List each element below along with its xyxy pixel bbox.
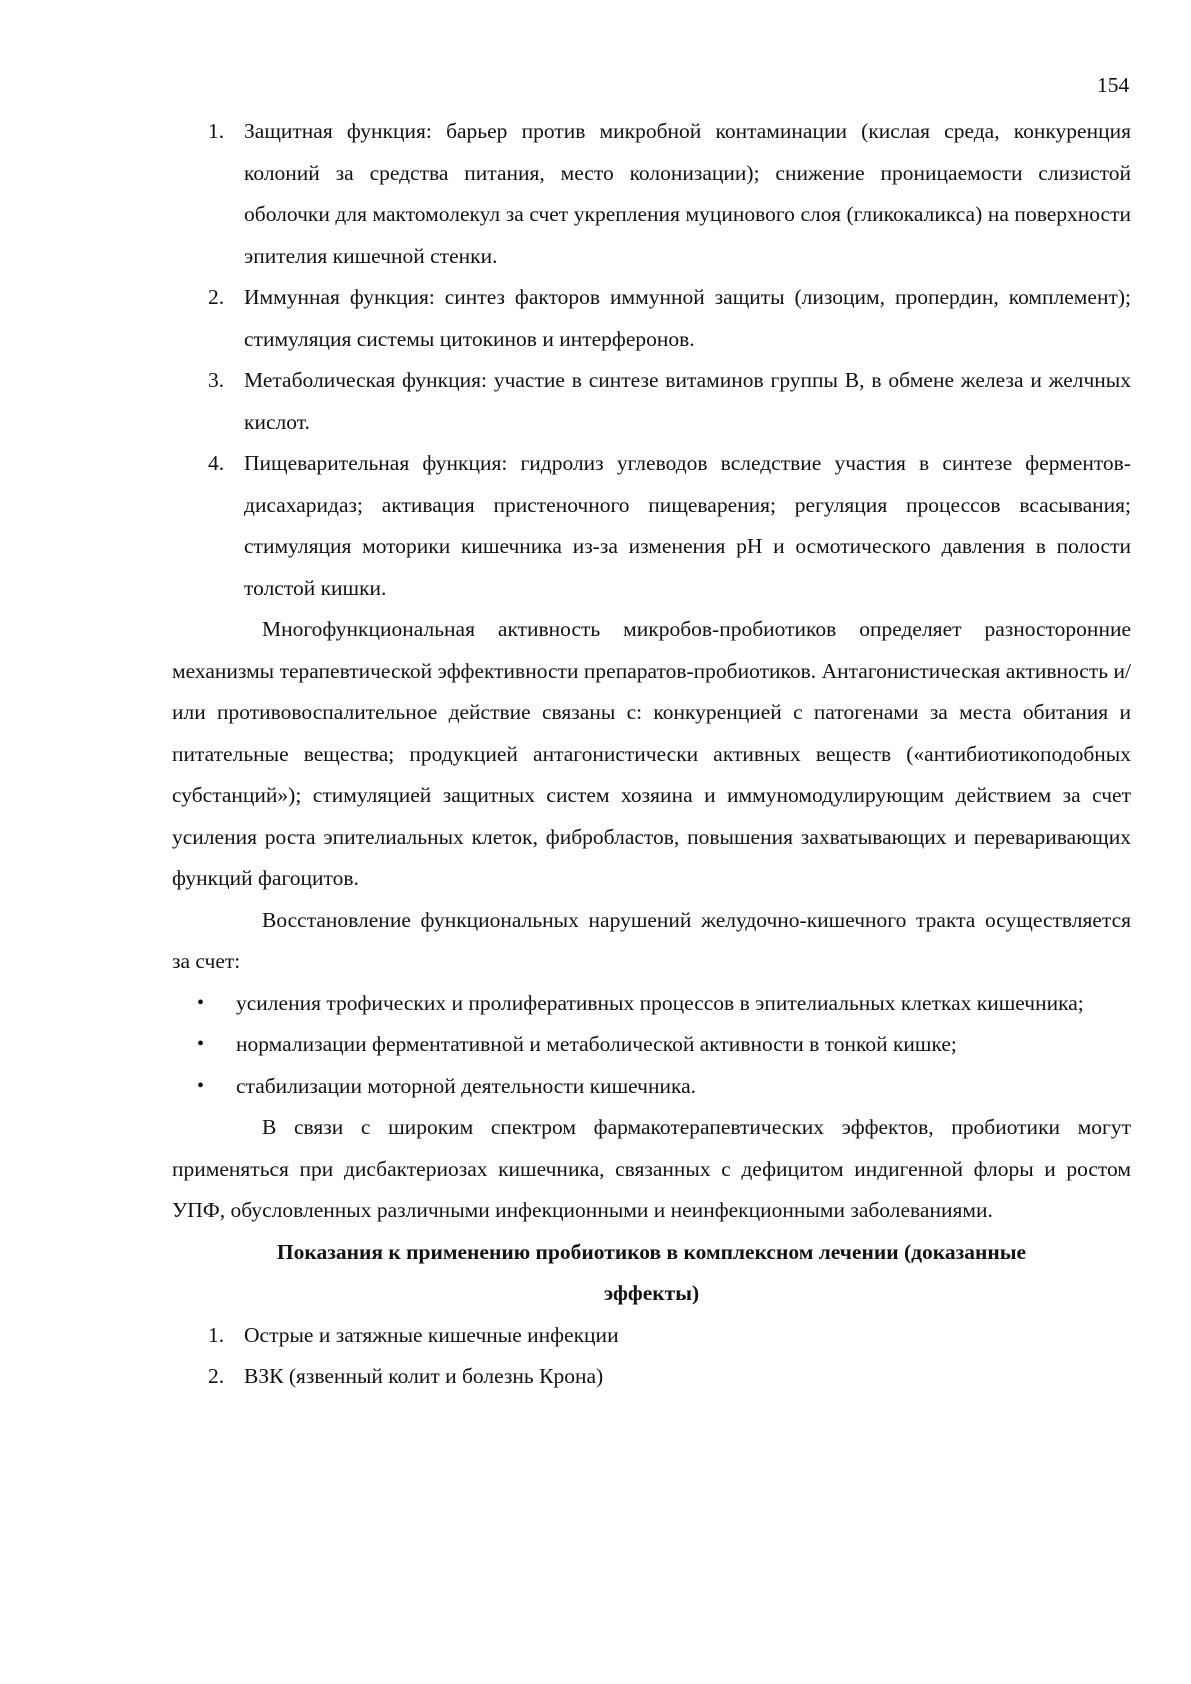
- page-number: 154: [1097, 73, 1130, 97]
- list-item: [172, 1315, 1131, 1357]
- bullet-icon: •: [197, 1074, 205, 1097]
- bullet-text: усиления трофических и пролиферативных процессов в эпителиальных клетках кишечника;: [236, 990, 1084, 1015]
- list-item: [172, 360, 1131, 443]
- list-item-text: Метаболическая функция: участие в синтезе витаминов группы В, в обмене железа и желчных кислот.: [244, 368, 1131, 434]
- list-item-text: Защитная функция: барьер против микробной контаминации (кислая среда, конкуренция колоний за средства питания, место колонизации); снижение проницаемости слизистой оболочки для мактомолекул за счет укрепления муцинового слоя (гликокаликса) на поверхности эпителия кишечной стенки.: [244, 119, 1131, 268]
- list-item: [172, 1356, 1131, 1398]
- paragraph-spectrum: В связи с широким спектром фармакотерапевтических эффектов, пробиотики могут применяться при дисбактериозах кишечника, связанных с дефицитом индигенной флоры и ростом УПФ, обусловленных различными инфекционными и неинфекционными заболеваниями.: [172, 1115, 1131, 1222]
- indications-list: [172, 1315, 1131, 1398]
- bullet-item: [172, 1024, 1131, 1066]
- bullet-item: [172, 983, 1131, 1025]
- bullet-list: [172, 983, 1131, 1108]
- bullet-text: стабилизации моторной деятельности кишечника.: [236, 1073, 697, 1098]
- list-marker: 4.: [208, 451, 225, 475]
- list-item-text: Острые и затяжные кишечные инфекции: [244, 1322, 619, 1347]
- functions-list: [172, 111, 1131, 609]
- list-marker: 1.: [208, 1322, 225, 1347]
- list-marker: 3.: [208, 368, 225, 392]
- list-marker: 1.: [208, 119, 225, 143]
- list-marker: 2.: [208, 285, 225, 309]
- bullet-item: [172, 1066, 1131, 1108]
- list-item-text: Иммунная функция: синтез факторов иммунной защиты (лизоцим, пропердин, комплемент); стимуляция системы цитокинов и интерферонов.: [244, 285, 1131, 351]
- paragraph-restoration: Восстановление функциональных нарушений желудочно-кишечного тракта осуществляется за счет:: [172, 907, 1131, 973]
- bullet-text: нормализации ферментативной и метаболической активности в тонкой кишке;: [236, 1032, 957, 1056]
- list-marker: 2.: [208, 1364, 225, 1388]
- list-item: [172, 443, 1131, 609]
- section-heading: Показания к применению пробиотиков в комплексном лечении (доказанные эффекты): [276, 1239, 1027, 1305]
- paragraph-activity: Многофункциональная активность микробов-пробиотиков определяет разносторонние механизмы терапевтической эффективности препаратов-пробиотиков. Антагонистическая активность и/или противовоспалительное действие связаны с: конкуренцией с патогенами за места обитания и питательные вещества; продукцией антагонистически активных веществ («антибиотикоподобных субстанций»); стимуляцией защитных систем хозяина и иммуномодулирующим действием за счет усиления роста эпителиальных клеток, фибробластов, повышения захватывающих и переваривающих функций фагоцитов.: [172, 617, 1131, 890]
- bullet-icon: •: [197, 1033, 205, 1055]
- list-item-text: ВЗК (язвенный колит и болезнь Крона): [244, 1364, 604, 1388]
- bullet-icon: •: [197, 991, 205, 1014]
- list-item-text: Пищеварительная функция: гидролиз углеводов вследствие участия в синтезе ферментов-дисахаридаз; активация пристеночного пищеварения; регуляция процессов всасывания; стимуляция моторики кишечника из-за изменения pH и осмотического давления в полости толстой кишки.: [244, 451, 1131, 600]
- list-item: [172, 277, 1131, 360]
- list-item: [172, 111, 1131, 277]
- document-body: [172, 111, 1131, 1398]
